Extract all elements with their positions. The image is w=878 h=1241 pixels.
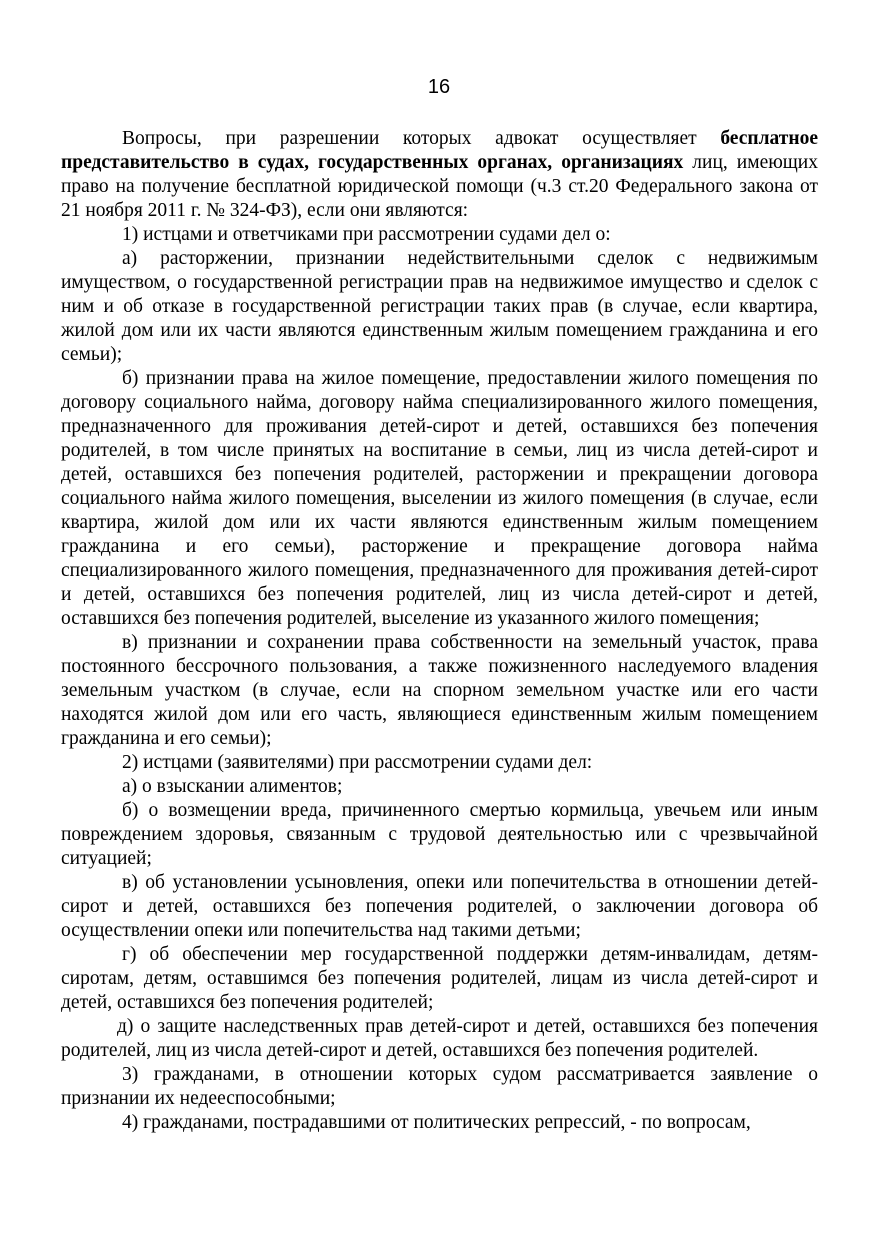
intro-text-start: Вопросы, при разрешении которых адвокат осуществляет: [122, 128, 721, 149]
paragraph-4: 4) гражданами, пострадавшими от политических репрессий, - по вопросам,: [122, 1112, 751, 1133]
paragraph-2v: в) об установлении усыновления, опеки или попечительства в отношении детей-сирот и детей, оставшихся без попечения родителей, о заключении договора об осуществлении опеки или попечительства над такими детьми;: [61, 872, 818, 941]
intro-bold-text: бесплатное представительство в судах, государственных органах, организациях: [61, 128, 818, 173]
intro-paragraph: [61, 127, 818, 223]
paragraph-3: 3) гражданами, в отношении которых судом рассматривается заявление о признании их недееспособными;: [61, 1064, 818, 1109]
paragraph-2d: д) о защите наследственных прав детей-сирот и детей, оставшихся без попечения родителей, лиц из числа детей-сирот и детей, оставшихся без попечения родителей.: [61, 1016, 818, 1061]
paragraph-1v: в) признании и сохранении права собственности на земельный участок, права постоянного бессрочного пользования, а также пожизненного наследуемого владения земельным участком (в случае, если на спорном земельном участке или его части находятся жилой дом или его часть, являющиеся единственным жилым помещением гражданина и его семьи);: [61, 632, 818, 749]
paragraph-1a: а) расторжении, признании недействительными сделок с недвижимым имуществом, о государственной регистрации прав на недвижимое имущество и сделок с ним и об отказе в государственной регистрации таких прав (в случае, если квартира, жилой дом или их части являются единственным жилым помещением гражданина и его семьи);: [61, 248, 818, 365]
paragraph-2a: а) о взыскании алиментов;: [122, 776, 343, 797]
page-number: 16: [427, 76, 451, 98]
intro-text-end: лиц, имеющих право на получение бесплатной юридической помощи (ч.3 ст.20 Федерального закона от 21 ноября 2011 г. № 324-ФЗ), если они являются:: [61, 152, 818, 221]
paragraph-2: 2) истцами (заявителями) при рассмотрении судами дел:: [122, 752, 593, 773]
document-body: [61, 127, 818, 1135]
paragraph-2b: б) о возмещении вреда, причиненного смертью кормильца, увечьем или иным повреждением здоровья, связанным с трудовой деятельностью или с чрезвычайной ситуацией;: [61, 800, 818, 869]
paragraph-1b: б) признании права на жилое помещение, предоставлении жилого помещения по договору социального найма, договору найма специализированного жилого помещения, предназначенного для проживания детей-сирот и детей, оставшихся без попечения родителей, в том числе принятых на воспитание в семьи, лиц из числа детей-сирот и детей, оставшихся без попечения родителей, расторжении и прекращении договора социального найма жилого помещения, выселении из жилого помещения (в случае, если квартира, жилой дом или их части являются единственным жилым помещением гражданина и его семьи), расторжение и прекращение договора найма специализированного жилого помещения, предназначенного для проживания детей-сирот и детей, оставшихся без попечения родителей, лиц из числа детей-сирот и детей, оставшихся без попечения родителей, выселение из указанного жилого помещения;: [61, 368, 818, 629]
paragraph-2g: г) об обеспечении мер государственной поддержки детям-инвалидам, детям-сиротам, детям, оставшимся без попечения родителей, лицам из числа детей-сирот и детей, оставшихся без попечения родителей;: [61, 944, 818, 1013]
paragraph-1: 1) истцами и ответчиками при рассмотрении судами дел о:: [122, 224, 611, 245]
